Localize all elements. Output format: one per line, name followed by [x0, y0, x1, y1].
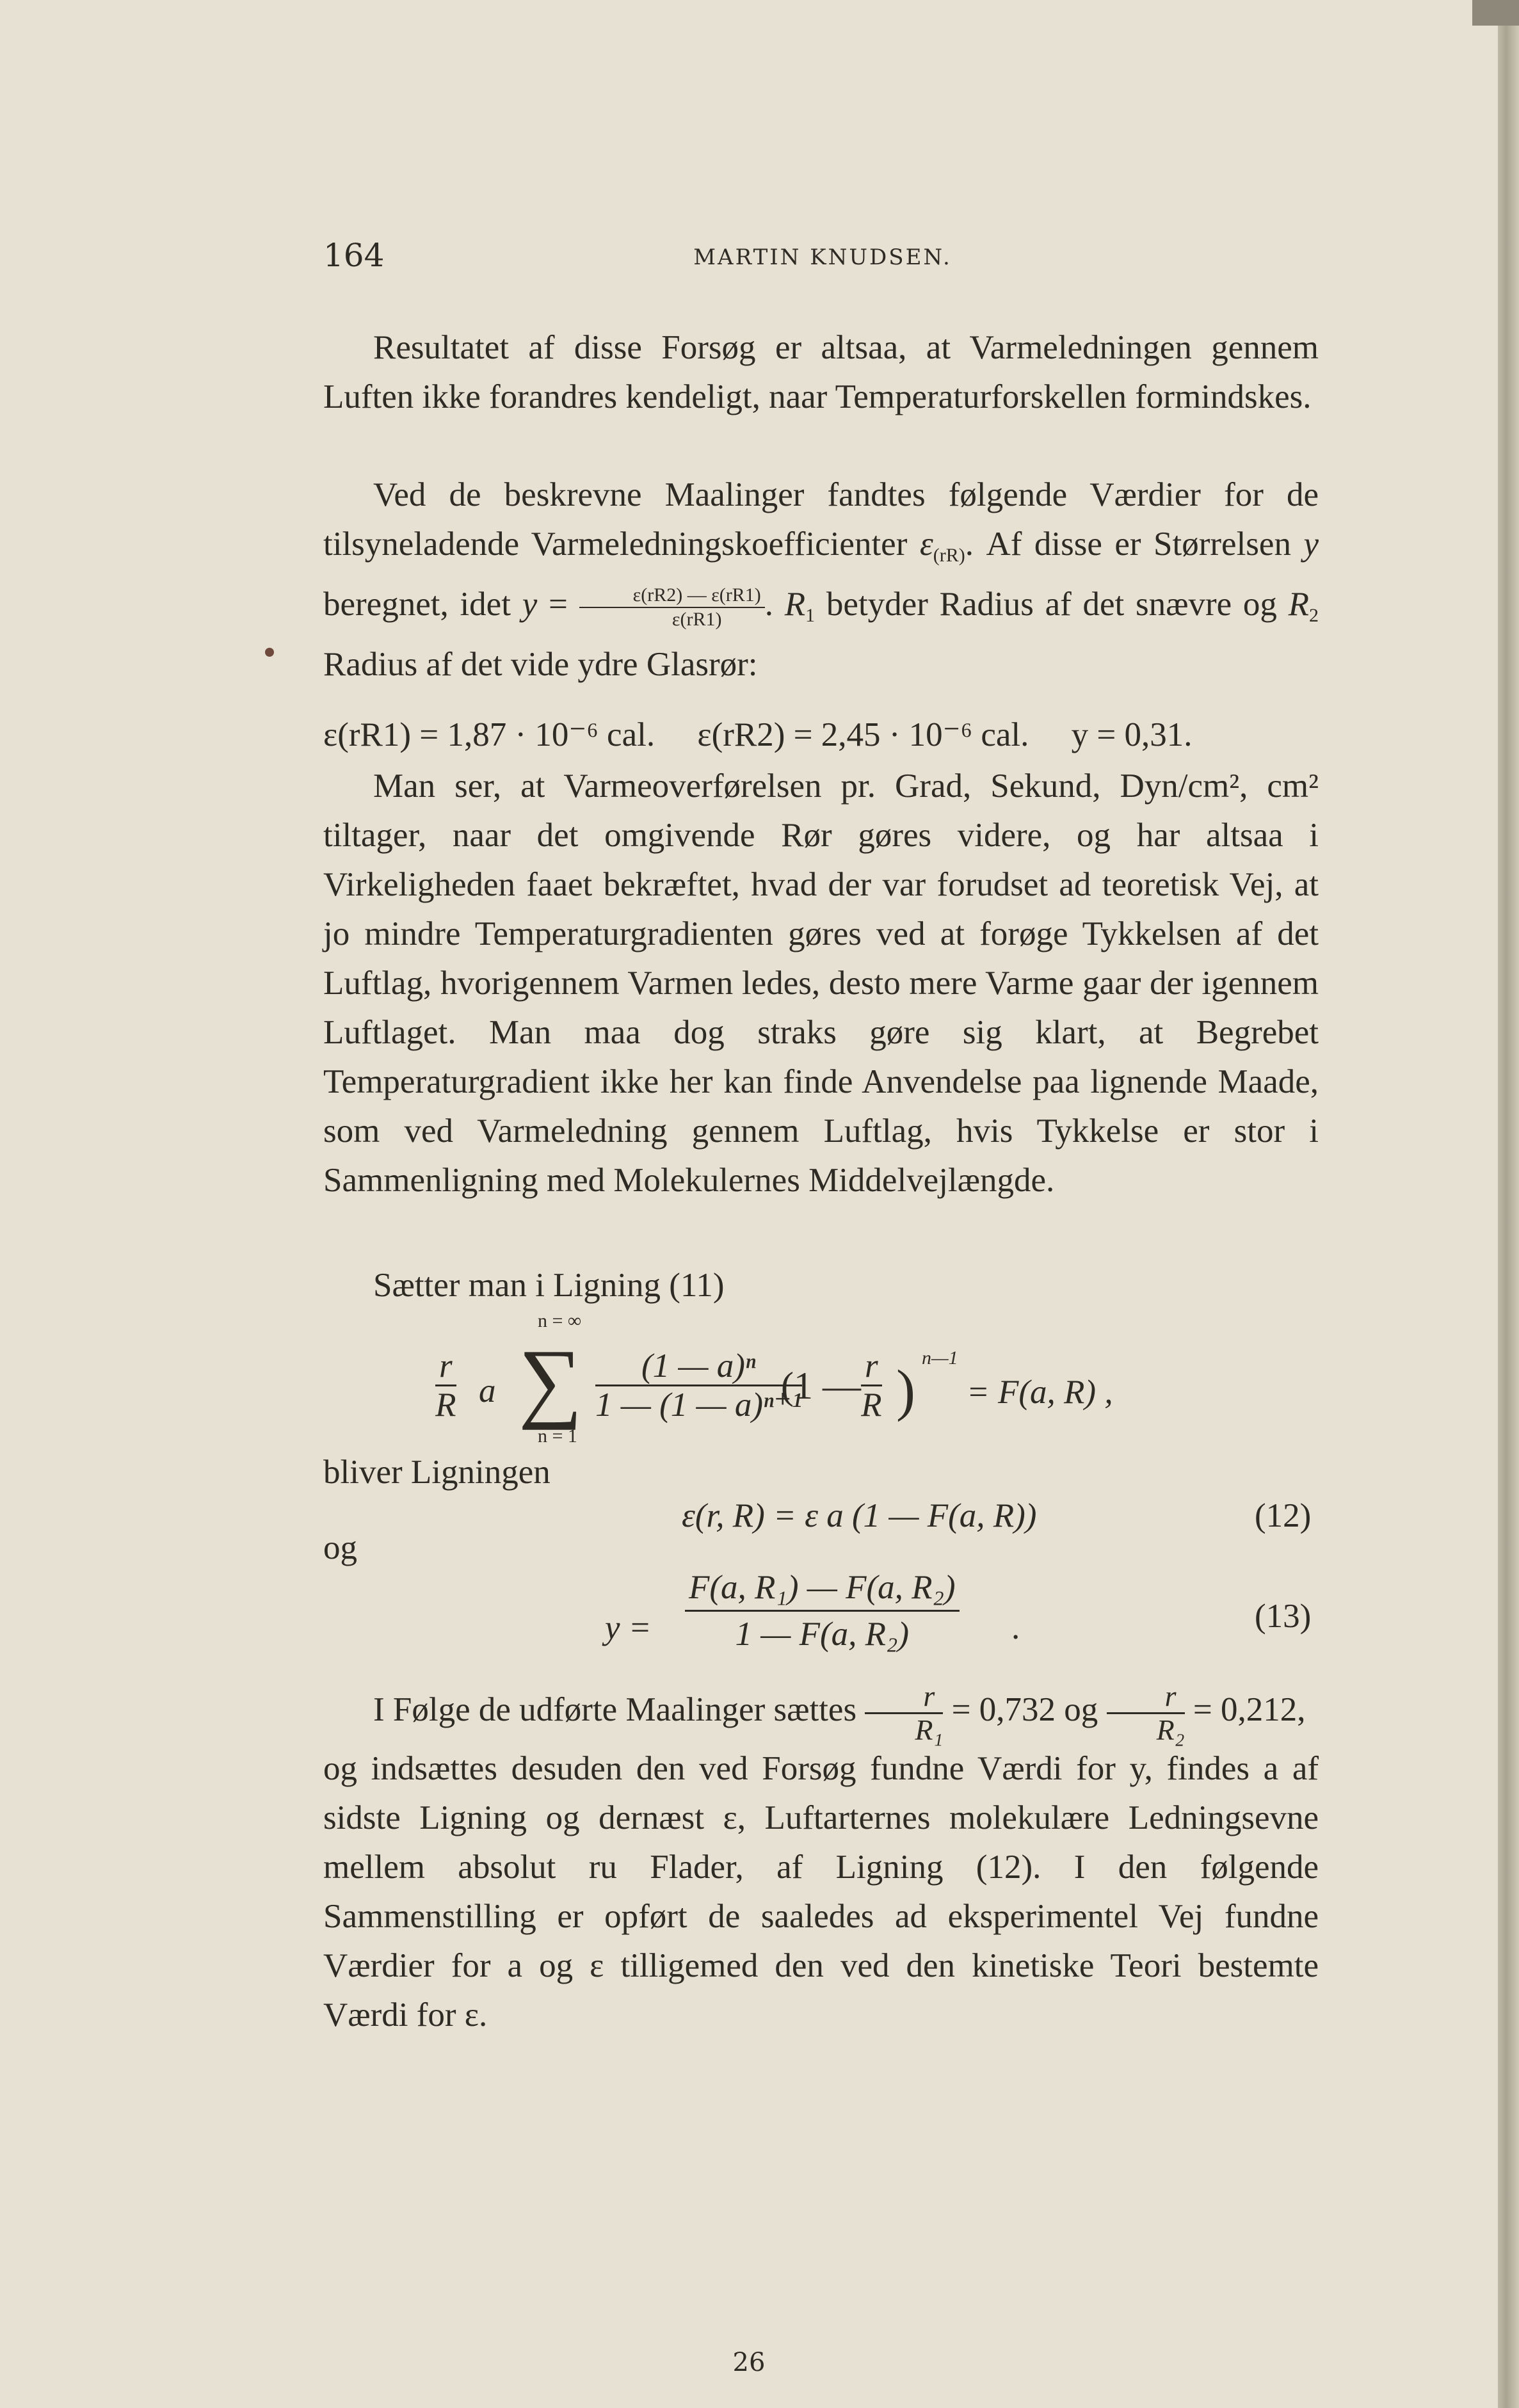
ratio-r-over-r2: $\frac{r}{\text{R₂}}$: [1107, 1680, 1185, 1746]
page-header: [323, 237, 1322, 282]
paragraph-2: Ved de beskrevne Maalinger fandtes følgende Værdier for de tilsyneladende Varmeledningskoefficienter $\varepsilon_{(rR)}$. Af disse er Størrelsen y beregnet, idet y = $\frac{\varepsilon(rR2) — \varepsilon(rR1)}{\varepsilon(rR1)}$ . $R_1$ betyder Radius af det snævre og $R_2$ Radius af det vide ydre Glasrør:: [323, 476, 1319, 683]
paragraph-3: Man ser, at Varmeoverførelsen pr. Grad, Sekund, Dyn/cm², cm² tiltager, naar det omgivende Rør gøres videre, og har altsaa i Virkeligheden faaet bekræftet, hvad der var forudset ad teoretisk Vej, at jo mindre Temperaturgradienten gøres ved at forøge Tykkelsen af det Luftlag, hvorigennem Varmen ledes, desto mere Varme gaar der igennem Luftlaget. Man maa dog straks gøre sig klart, at Begrebet Temperaturgradient ikke her kan finde Anvendelse paa lignende Maade, som ved Varmeledning gennem Luftlag, hvis Tykkelse er stor i Sammenligning med Molekulernes Middelvejlængde.: [323, 767, 1319, 1199]
paragraph-1: Resultatet af disse Forsøg er altsaa, at Varmeledningen gennem Luften ikke forandres kendeligt, naar Temperaturforskellen formindskes.: [323, 329, 1319, 415]
running-head: MARTIN KNUDSEN.: [693, 245, 952, 270]
paragraph-4: Sætter man i Ligning (11): [373, 1267, 725, 1304]
summation-sign: ∑: [518, 1331, 583, 1431]
book-page: 164 MARTIN KNUDSEN. Resultatet af disse Forsøg er altsaa, at Varmeledningen gennem Luften ikke forandres kendeligt, naar Temperaturforskellen formindskes. Ved de beskrevne Maalinger fandtes følgende Værdier for de tilsyneladende Varmeledningskoefficienter $\varepsilon_{(rR)}$. Af disse er Størrelsen y beregnet, idet y = $\frac{\varepsilon(rR2) — \varepsilon(rR1)}{\varepsilon(rR1)}$ . $R_1$ betyder Radius af det snævre og $R_2$ Radius af det vide ydre Glasrør: ε(rR1) = 1,87 · 10⁻⁶ cal. ε(rR2) = 2,45 · 10⁻⁶ cal. y = 0,31. Man ser, at Varmeoverførelsen pr. Grad, Sekund, Dyn/cm², cm² tiltager, naar det omgivende Rør gøres videre, og har altsaa i Virkeligheden faaet bekræftet, hvad der var forudset ad teoretisk Vej, at jo mindre Temperaturgradienten gøres ved at forøge Tykkelsen af det Luftlag, hvorigennem Varmen ledes, desto mere Varme gaar der igennem Luftlaget. Man maa dog straks gøre sig klart, at Begrebet Temperaturgradient ikke her kan finde Anvendelse paa lignende Maade, som ved Varmeledning gennem Luftlag, hvis Tykkelse er stor i Sammenligning med Molekulernes Middelvejlængde. Sætter man i Ligning (11) $\frac{r}{R}$ a n = ∞ ∑ n = 1 $\frac{\text{(1 — a)ⁿ}}{\text{1 — (1 — a)ⁿ⁺¹}}$ (1 — $\frac{r}{R}$ ) n—1 = F(a, R) , bliver Ligningen ε(r, R) = ε a (1 — F(a, R)) (12) og y = $\frac{\text{F(a, R₁) — F(a, R₂)}}{\text{1 — F(a, R₂)}}$ . (13) I Følge de udførte Maalinger sættes $\frac{r}{\text{R₁}}$ = 0,732 og $\frac{r}{\text{R₂}}$ = 0,212, og indsættes desuden den ved Forsøg fundne Værdi for y, findes a af sidste Ligning og dernæst ε, Luftarternes molekulære Ledningsevne mellem absolut ru Flader, af Ligning (12). I den følgende Sammenstilling er opført de saaledes ad eksperimentel Vej fundne Værdier for a og ε tilligemed den ved den kinetiske Teori bestemte Værdi for ε. 26: [0, 0, 1498, 2408]
page-number: 164: [323, 237, 385, 274]
margin-mark: [265, 648, 274, 657]
yield-fraction: $\frac{\varepsilon(rR2) — \varepsilon(rR1)}{\varepsilon(rR1)}$: [579, 584, 765, 631]
equation-13-label: (13): [1255, 1598, 1312, 1635]
equation-12: ε(r, R) = ε a (1 — F(a, R)): [682, 1497, 1037, 1534]
paragraph-7-first-line: I Følge de udførte Maalinger sættes $\frac{r}{\text{R₁}}$ = 0,732 og $\frac{r}{\text{R₂}}$ = 0,212,: [373, 1680, 1306, 1746]
signature-mark: 26: [732, 2348, 766, 2377]
paragraph-5: bliver Ligningen: [323, 1454, 551, 1491]
equation-12-label: (12): [1255, 1497, 1312, 1534]
measured-values: ε(rR1) = 1,87 · 10⁻⁶ cal. ε(rR2) = 2,45 · 10⁻⁶ cal. y = 0,31.: [323, 716, 1193, 753]
paragraph-7: og indsættes desuden den ved Forsøg fundne Værdi for y, findes a af sidste Ligning og dernæst ε, Luftarternes molekulære Ledningsevne mellem absolut ru Flader, af Ligning (12). I den følgende Sammenstilling er opført de saaledes ad eksperimentel Vej fundne Værdier for a og ε tilligemed den ved den kinetiske Teori bestemte Værdi for ε.: [323, 1750, 1319, 2034]
page-corner-shadow: [1472, 0, 1519, 26]
page-edge: [1498, 0, 1519, 2408]
paragraph-6: og: [323, 1529, 357, 1566]
ratio-r-over-r1: $\frac{r}{\text{R₁}}$: [865, 1680, 943, 1746]
